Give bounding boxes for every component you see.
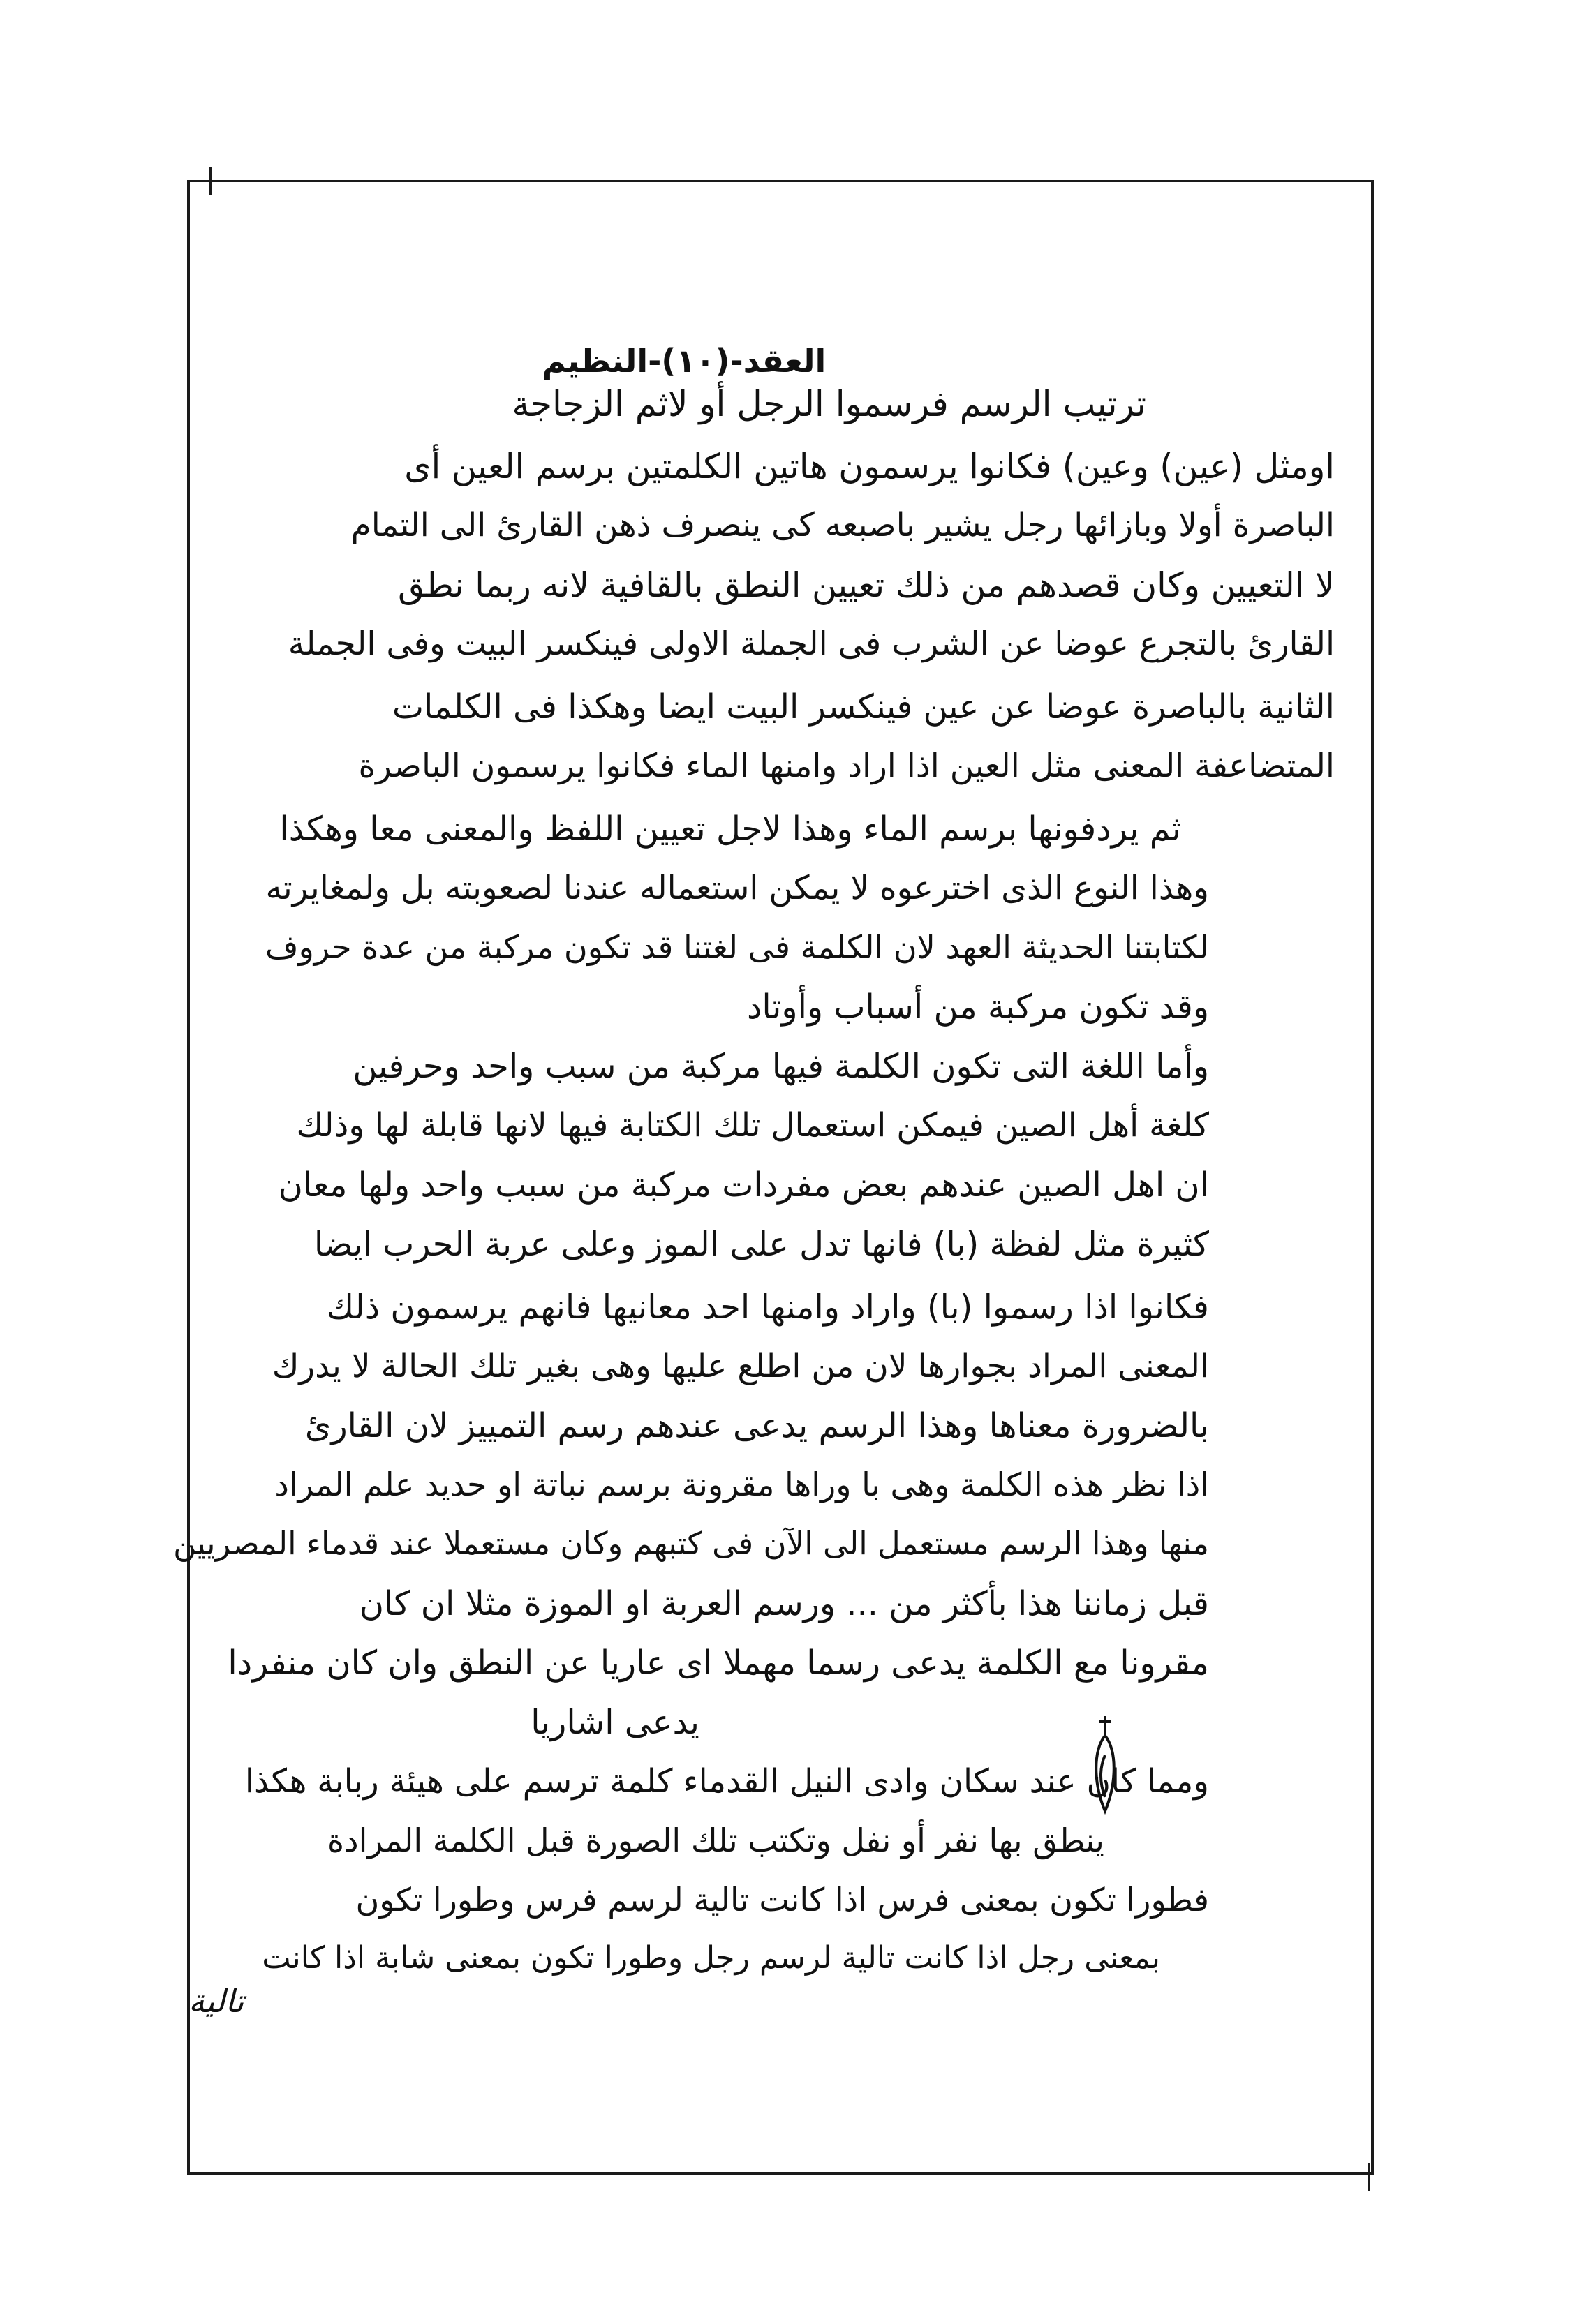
- text-line: ترتيب الرسم فرسموا الرجل أو لاثم الزجاجة: [512, 384, 1146, 424]
- text-line: ومما كان عند سكان وادى النيل القدماء كلمة ترسم على هيئة ربابة هكذا: [244, 1762, 1209, 1801]
- text-line: وقد تكون مركبة من أسباب وأوتاد: [747, 988, 1209, 1027]
- text-line: ثم يردفونها برسم الماء وهذا لاجل تعيين اللفظ والمعنى معا وهكذا: [279, 810, 1181, 849]
- text-line: قبل زماننا هذا بأكثر من ... ورسم العربة او الموزة مثلا ان كان: [359, 1584, 1209, 1623]
- text-line: اذا نظر هذه الكلمة وهى با وراها مقرونة برسم نباتة او حديد علم المراد: [274, 1466, 1209, 1503]
- text-line: المتضاعفة المعنى مثل العين اذا اراد وامنها الماء فكانوا يرسمون الباصرة: [358, 747, 1335, 785]
- text-line: مقرونا مع الكلمة يدعى رسما مهملا اى عاريا عن النطق وان كان منفردا: [228, 1644, 1209, 1683]
- text-line: اومثل (عين) وعين) فكانوا يرسمون هاتين الكلمتين برسم العين أى: [404, 447, 1335, 486]
- text-line: القارئ بالتجرع عوضا عن الشرب فى الجملة الاولى فينكسر البيت وفى الجملة: [288, 625, 1335, 663]
- text-line: كثيرة مثل لفظة (با) فانها تدل على الموز وعلى عربة الحرب ايضا: [313, 1225, 1209, 1264]
- harp-glyph-icon: [1089, 1713, 1121, 1818]
- text-line: الباصرة أولا وبازائها رجل يشير باصبعه كى ينصرف ذهن القارئ الى التمام: [350, 506, 1335, 544]
- catchword: تالية: [188, 1982, 244, 2020]
- text-line: منها وهذا الرسم مستعمل الى الآن فى كتبهم وكان مستعملا عند قدماء المصريين: [173, 1525, 1209, 1562]
- text-line: فكانوا اذا رسموا (با) واراد وامنها احد معانيها فانهم يرسمون ذلك: [326, 1288, 1209, 1327]
- text-line: وهذا النوع الذى اخترعوه لا يمكن استعماله عندنا لصعوبته بل ولمغايرته: [265, 869, 1209, 907]
- text-line: المعنى المراد بجوارها لان من اطلع عليها وهى بغير تلك الحالة لا يدرك: [272, 1347, 1209, 1385]
- text-line: بالضرورة معناها وهذا الرسم يدعى عندهم رسم التمييز لان القارئ: [304, 1406, 1209, 1445]
- text-line: لكتابتنا الحديثة العهد لان الكلمة فى لغتنا قد تكون مركبة من عدة حروف: [265, 928, 1209, 966]
- frame-mark-bottom: [1368, 2163, 1370, 2191]
- text-line: فطورا تكون بمعنى فرس اذا كانت تالية لرسم فرس وطورا تكون: [355, 1881, 1209, 1919]
- text-line: ان اهل الصين عندهم بعض مفردات مركبة من سبب واحد ولها معان: [278, 1165, 1209, 1205]
- text-line: ينطق بها نفر أو نفل وتكتب تلك الصورة قبل الكلمة المرادة: [327, 1822, 1104, 1859]
- text-line: يدعى اشاريا: [531, 1703, 699, 1742]
- text-line: كلغة أهل الصين فيمكن استعمال تلك الكتابة فيها لانها قابلة لها وذلك: [296, 1106, 1209, 1145]
- page-heading: العقد-(١٠)-النظيم: [542, 342, 827, 380]
- text-line: لا التعيين وكان قصدهم من ذلك تعيين النطق بالقافية لانه ربما نطق: [397, 565, 1335, 605]
- text-line: الثانية بالباصرة عوضا عن عين فينكسر البيت ايضا وهكذا فى الكلمات: [392, 687, 1335, 727]
- text-line: وأما اللغة التى تكون الكلمة فيها مركبة من سبب واحد وحرفين: [353, 1047, 1209, 1086]
- text-line: بمعنى رجل اذا كانت تالية لرسم رجل وطورا تكون بمعنى شابة اذا كانت: [262, 1940, 1160, 1976]
